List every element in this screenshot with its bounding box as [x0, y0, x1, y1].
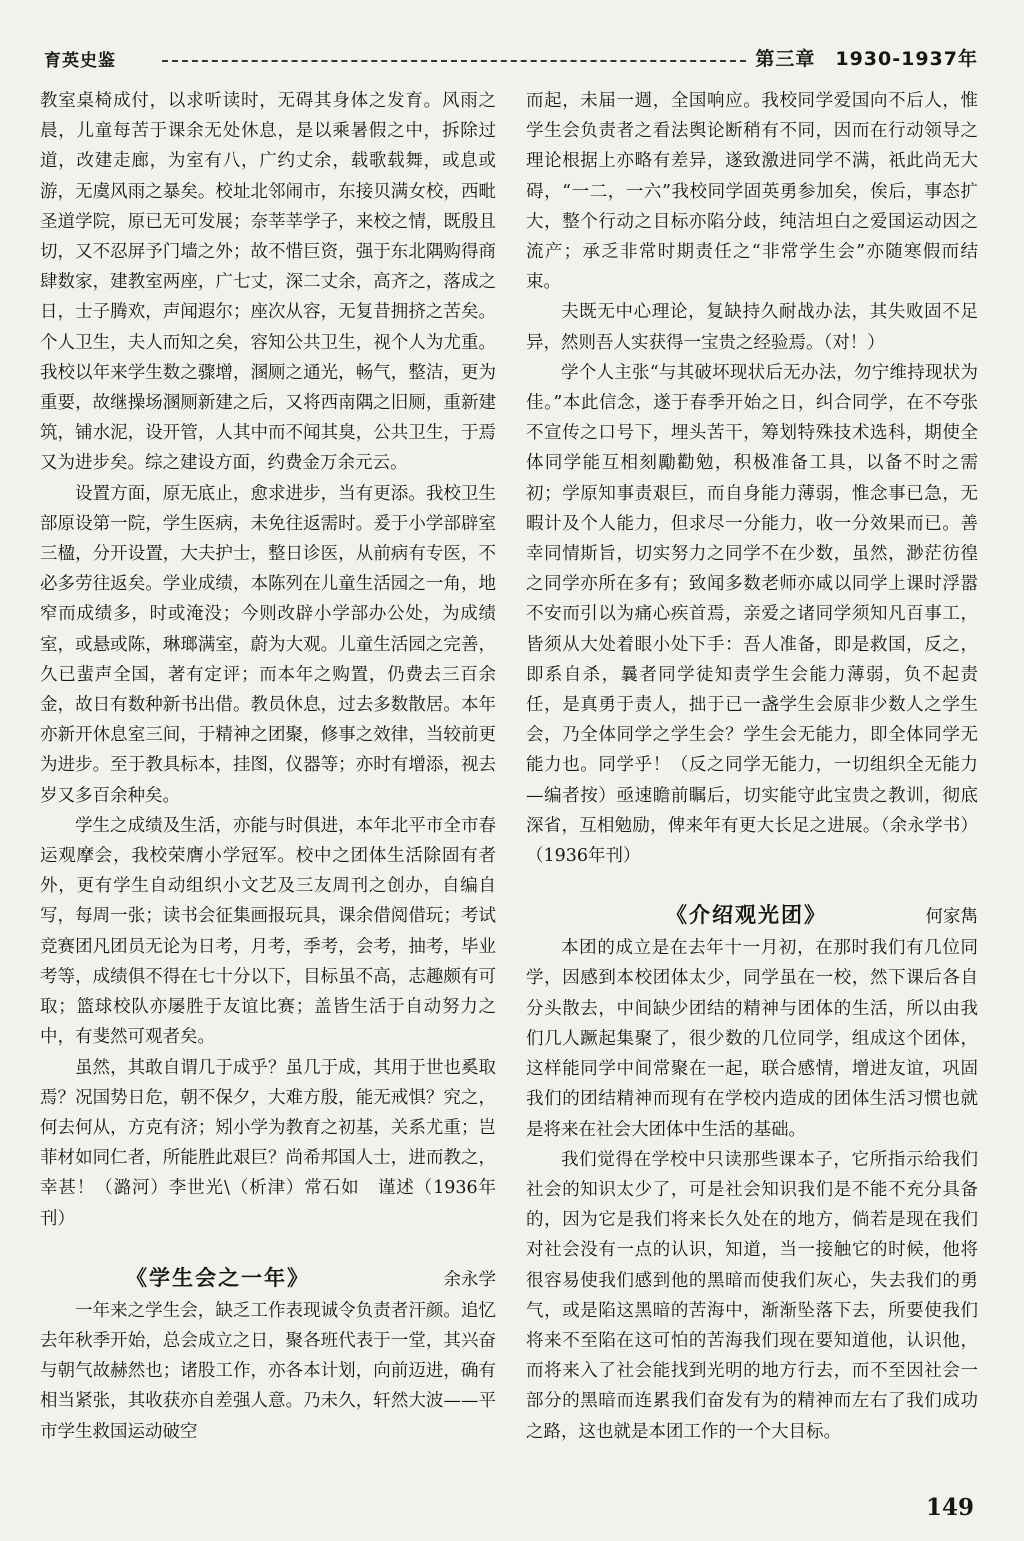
article-author: 何家雋 — [925, 907, 978, 928]
article-author: 余永学 — [443, 1269, 496, 1290]
running-header — [44, 44, 978, 74]
article-heading — [40, 1260, 496, 1296]
article-heading — [526, 897, 978, 933]
paragraph: 学个人主张“与其破坏现状后无办法，勿宁维持现状为佳。”本此信念，遂于春季开始之日，纠合同学，在不夸张不宣传之口号下，埋头苦干，筹划特殊技术选科，期使全体同学能互相刻勵勸勉，积极准备工具，以备不时之需初；学原知事责艰巨，而自身能力薄弱，惟念事已急，无暇计及个人能力，但求尽一分能力，收一分效果而已。善幸同情斯旨，切实努力之同学不在少数，虽然，渺茫彷徨之同学亦所在多有；致闻多数老师亦咸以同学上课时浮嚣不安而引以为痛心疾首焉，亲爱之诸同学须知凡百事工，皆须从大处着眼小处下手：吾人准备，即是救国，反之，即系自杀，曩者同学徒知责学生会能力薄弱，负不起责任，是真勇于责人，拙于已一盏学生会原非少数人之学生会，乃全体同学之学生会？学生会无能力，即全体同学无能力也。同学乎！（反之同学无能力，一切组织全无能力—编者按）亟速瞻前瞩后，切实能守此宝贵之教训，彻底深省，互相勉励，俾来年有更大长足之进展。（余永学书）（1936年刊） — [526, 362, 978, 867]
paragraph: 夫既无中心理论，复缺持久耐战办法，其失败固不足异，然则吾人实获得一宝贵之经验焉。（对！） — [526, 302, 978, 353]
paragraph: 学生之成绩及生活，亦能与时俱进，本年北平市全市春运观摩会，我校荣膺小学冠军。校中之团体生活除固有者外，更有学生自动组织小文艺及三友周刊之创办，自编自写，每周一张；读书会征集画报玩具，课余借阅借玩；考试竞赛团凡团员无论为日考，月考，季考，会考，抽考，毕业考等，成绩俱不得在七十分以下，目标虽不高，志趣颇有可取；篮球校队亦屡胜于友谊比赛；盖皆生活于自动努力之中，有斐然可观者矣。 — [40, 815, 496, 1048]
article-title: 《介绍观光团》 — [666, 903, 827, 928]
right-column — [526, 86, 978, 1447]
header-rule — [162, 60, 746, 62]
page-number: 149 — [925, 1494, 974, 1521]
paragraph: 本团的成立是在去年十一月初，在那时我们有几位同学，因感到本校团体太少，同学虽在一校，然下课后各自分头散去，中间缺少团结的精神与团体的生活，所以由我们几人蹶起集聚了，很少数的几位同学，组成这个团体，这样能同学中间常聚在一起，联合感情，增进友谊，巩固我们的团结精神而现有在学校内造成的团体生活习惯也就是将来在社会大团体中生活的基础。 — [526, 938, 978, 1140]
book-title: 育英史鉴 — [44, 51, 116, 71]
paragraph: 教室桌椅成付，以求听读时，无碍其身体之发育。风雨之晨，儿童每苦于课余无处休息，是以乘暑假之中，拆除过道，改建走廊，为室有八，广约丈余，载歌载舞，或息或游，无虞风雨之暴矣。校址北邻闹市，东接贝满女校，西毗圣道学院，原已无可发展；奈莘莘学子，来校之情，既殷且切，又不忍屏予门墙之外；故不惜巨资，强于东北隅购得商肆数家，建教室两座，广七丈，深二丈余，高齐之，落成之日，士子腾欢，声闻遐尔；座次从容，无复昔拥挤之苦矣。个人卫生，夫人而知之矣，容知公共卫生，视个人为尤重。我校以年来学生数之骤增，溷厕之通光，畅气，整洁，更为重要，故继操场溷厕新建之后，又将西南隅之旧厕，重新建筑，铺水泥，设开管，人其中而不闻其臭，公共卫生，于焉又为进步矣。综之建设方面，约费金万余元云。 — [40, 91, 496, 474]
paragraph: 而起，未届一週，全国响应。我校同学爱国向不后人，惟学生会负责者之看法舆论断稍有不同，因而在行动领导之理论根据上亦略有差异，遂致激进同学不满，祇此尚无大碍，“一二，一六”我校同学固英勇参加矣，俟后，事态扩大，整个行动之目标亦陷分歧，纯洁坦白之爱国运动因之流产；承乏非常时期责任之“非常学生会”亦随寒假而结束。 — [526, 91, 978, 293]
paragraph: 我们觉得在学校中只读那些课本子，它所指示给我们社会的知识太少了，可是社会知识我们是不能不充分具备的，因为它是我们将来长久处在的地方，倘若是现在我们对社会没有一点的认识，知道，当一接触它的时候，他将很容易使我们感到他的黑暗而使我们灰心，失去我们的勇气，或是陷这黑暗的苦海中，渐渐坠落下去，所要使我们将来不至陷在这可怕的苦海我们现在要知道他，认识他，而将来入了社会能找到光明的地方行去，而不至因社会一部分的黑暗而连累我们奋发有为的精神而左右了我们成功之路，这也就是本团工作的一个大目标。 — [526, 1149, 978, 1442]
paragraph: 一年来之学生会，缺乏工作表现诚令负责者汗颜。追忆去年秋季开始，总会成立之日，聚各班代表于一堂，其兴奋与朝气故赫然也；诸股工作，亦各本计划，向前迈进，确有相当紧张，其收获亦自差强人意。乃未久，轩然大波——平市学生救国运动破空 — [40, 1300, 496, 1442]
paragraph: 设置方面，原无底止，愈求进步，当有更添。我校卫生部原设第一院，学生医病，未免往返需时。爰于小学部辟室三楹，分开设置，大夫护士，整日诊医，从前病有专医，不必多劳往返矣。学业成绩，本陈列在儿童生活园之一角，地窄而成绩多，时或淹没；今则改辟小学部办公处，为成绩室，或悬或陈，琳瑯满室，蔚为大观。儿童生活园之完善，久已蜚声全国，著有定评；而本年之购置，仍费去三百余金，故日有数种新书出借。教员休息，过去多数散居。本年亦新开休息室三间，于精神之团聚，修事之效律，当较前更为进步。至于教具标本，挂图，仪器等；亦时有增添，视去岁又多百余种矣。 — [40, 483, 496, 806]
chapter-title: 第三章 1930-1937年 — [755, 48, 978, 70]
article-title: 《学生会之一年》 — [126, 1265, 310, 1290]
paragraph: 虽然，其敢自谓几于成乎？虽几于成，其用于世也奚取焉？况国势日危，朝不保夕，大难方殷，能无戒惧？究之，何去何从，方克有济；矧小学为教育之初基，关系尤重；岂菲材如同仁者，所能胜此艰巨？尚希邦国人士，进而教之，幸甚！（潞河）李世光\（析津）常石如 谨述（1936年刊） — [40, 1057, 496, 1229]
left-column — [40, 86, 496, 1447]
